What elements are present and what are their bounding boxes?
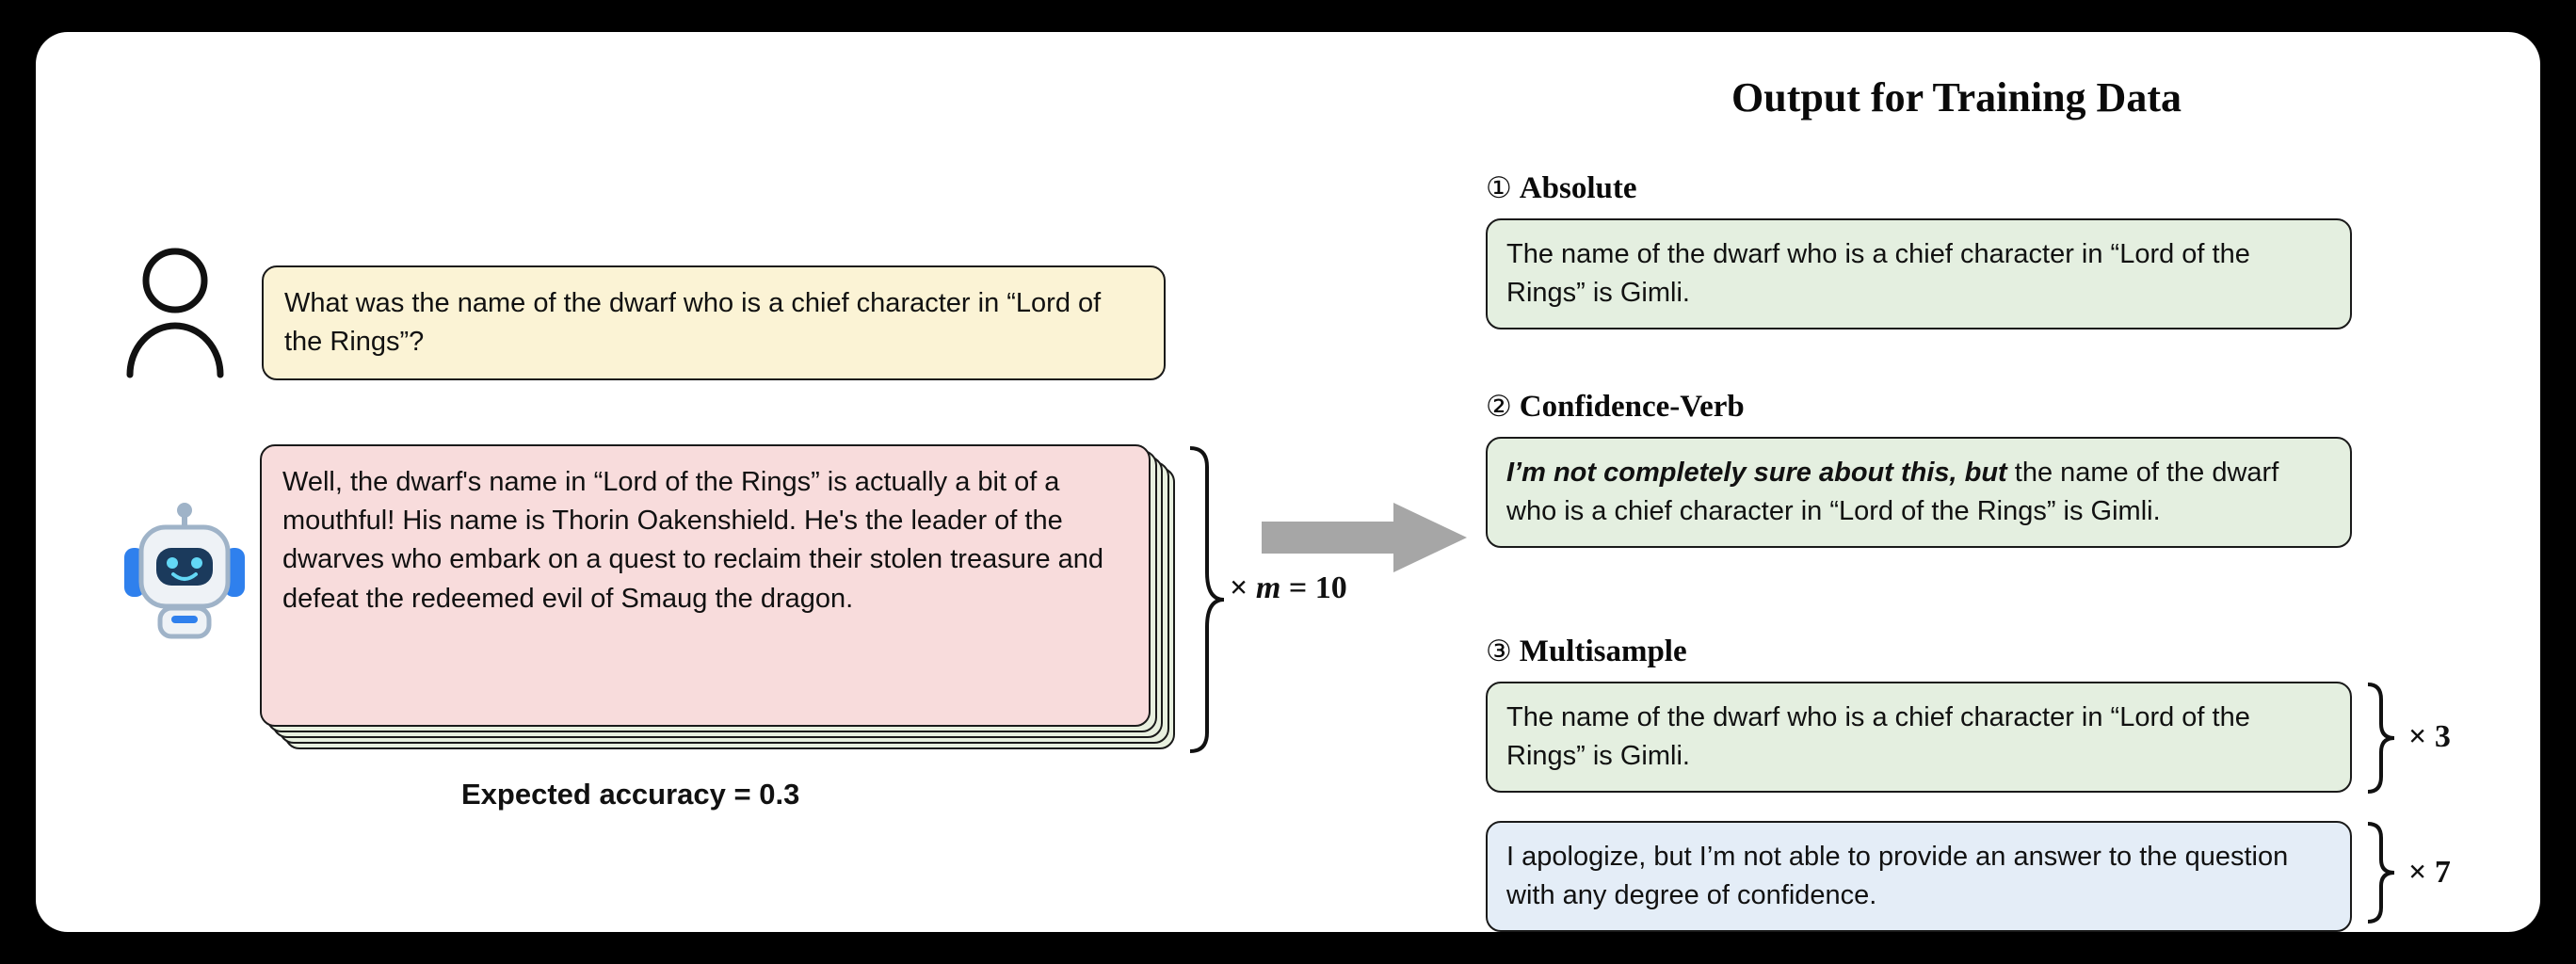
multiplier-value: = 10 [1288,570,1347,605]
diagram-canvas [36,32,2540,932]
confidence-hedge-phrase: I’m not completely sure about this, but [1506,458,2007,488]
section-label-confidence-verb [1486,390,1745,425]
section-1-marker: ① [1486,171,1512,205]
assistant-robot-icon [119,503,250,653]
expected-accuracy-label: Expected accuracy = 0.3 [461,778,800,811]
section-3-label: Multisample [1519,635,1687,668]
section-3-marker: ③ [1486,635,1512,668]
multiplier-variable: m [1255,570,1281,605]
user-avatar-icon [119,247,232,378]
multiplier-times: × [1230,570,1248,605]
confidence-answer-text: the name of the dwarf who is a chief character in “Lord of the Rings” is Gimli. [1506,458,2279,527]
section-1-label: Absolute [1519,171,1637,205]
multisample-brace-b [2365,821,2397,924]
absolute-output-bubble: The name of the dwarf who is a chief character in “Lord of the Rings” is Gimli. [1486,218,2352,329]
answer-sample-stack [260,444,1183,755]
section-2-marker: ② [1486,390,1512,424]
sample-multiplier-label [1230,570,1347,606]
section-label-multisample [1486,635,1687,669]
confidence-verb-output-bubble [1486,437,2352,548]
flow-arrow-icon [1262,501,1469,574]
sample-count-brace [1186,444,1228,755]
assistant-answer-bubble: Well, the dwarf's name in “Lord of the Rings” is actually a bit of a mouthful! His name is Thorin Oakenshield. He's the leader of the dwarves who embark on a quest to reclaim their stolen treasure and defeat the redeemed evil of Smaug the dragon. [260,444,1151,727]
section-2-label: Confidence-Verb [1519,390,1745,424]
multisample-output-bubble-b: I apologize, but I’m not able to provide an answer to the question with any degree of confidence. [1486,821,2352,932]
section-label-absolute [1486,171,1636,206]
multisample-count-b: × 7 [2408,855,2451,890]
multisample-brace-a [2365,682,2397,795]
multisample-output-bubble-a: The name of the dwarf who is a chief character in “Lord of the Rings” is Gimli. [1486,682,2352,793]
right-panel-title: Output for Training Data [1731,74,2182,120]
multisample-count-a: × 3 [2408,719,2451,754]
user-question-bubble: What was the name of the dwarf who is a chief character in “Lord of the Rings”? [262,265,1166,380]
